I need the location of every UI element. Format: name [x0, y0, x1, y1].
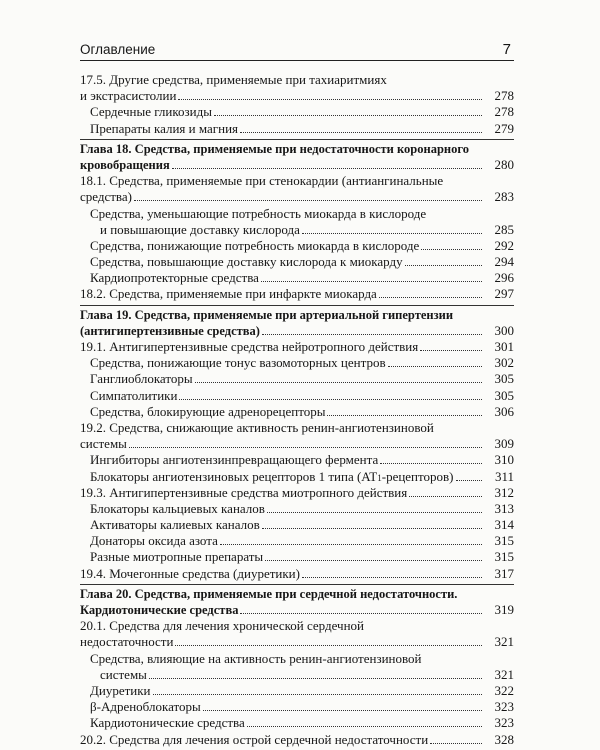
toc-page-number: 323 [494, 715, 514, 731]
toc-entry-text: Разные миотропные препараты [90, 549, 264, 565]
dot-leader [179, 391, 482, 400]
toc-line [80, 452, 514, 468]
toc-entry[interactable] [80, 618, 514, 650]
toc-line: Блокаторы ангиотензиновых рецепторов 1 типа (AT 1 -рецепторов) 311 [90, 468, 514, 484]
toc-line [80, 667, 514, 683]
toc-line [80, 371, 514, 387]
toc-entry-text: (антигипертензивные средства) [80, 323, 260, 338]
toc-line [80, 72, 514, 88]
toc-entry-text: Глава 20. Средства, применяемые при сердечной недостаточности. [80, 586, 458, 601]
dot-leader [302, 569, 482, 578]
toc-entry[interactable] [80, 533, 514, 549]
toc-entry-text: Активаторы калиевых каналов [90, 517, 260, 533]
toc-page-number: 328 [494, 731, 514, 747]
toc-entry-text: Кардиопротекторные средства [90, 270, 259, 286]
toc-line [80, 683, 514, 699]
toc-page-number: 285 [494, 221, 514, 237]
toc-page-number: 297 [494, 286, 514, 302]
dot-leader [379, 290, 482, 299]
toc-entry[interactable] [80, 715, 514, 731]
toc-page-number: 310 [494, 452, 514, 468]
toc-page-number: 283 [494, 189, 514, 205]
toc-line [80, 404, 514, 420]
toc-page-number: 280 [494, 156, 514, 172]
toc-line [80, 732, 514, 748]
dot-leader [203, 702, 482, 711]
dot-leader [129, 439, 482, 448]
toc-line [80, 206, 514, 222]
toc-page-number: 321 [494, 634, 514, 650]
dot-leader [409, 488, 482, 497]
toc-line [80, 307, 514, 323]
toc-line [80, 270, 514, 286]
toc-entry-text: Диуретики [90, 682, 151, 698]
dot-leader [172, 160, 482, 169]
toc-entry[interactable] [80, 549, 514, 565]
toc-page-number: 322 [494, 682, 514, 698]
toc-page-number: 279 [494, 120, 514, 136]
toc-line [80, 436, 514, 452]
toc-entry[interactable] [80, 699, 514, 715]
toc-entry-text: Сердечные гликозиды [90, 104, 212, 120]
dot-leader [149, 670, 482, 679]
toc-line [80, 104, 514, 120]
toc-entry-text: Блокаторы кальциевых каналов [90, 500, 265, 516]
toc-page-number: 294 [494, 254, 514, 270]
page-number: 7 [502, 41, 511, 58]
toc-line [80, 339, 514, 355]
toc-entry[interactable] [80, 469, 514, 485]
toc-entry[interactable] [80, 339, 514, 355]
toc-entry-text: кровобращения [80, 157, 170, 172]
toc-page-number: 309 [494, 436, 514, 452]
toc-page-number: 323 [494, 699, 514, 715]
toc-line [80, 355, 514, 371]
toc-entry-text: 18.1. Средства, применяемые при стенокардии (антиангинальные [80, 173, 444, 189]
toc-entry-text: Средства, уменьшающие потребность миокарда в кислороде [90, 205, 427, 221]
dot-leader [380, 456, 482, 465]
toc-line [80, 586, 514, 602]
toc-page-number: 317 [494, 565, 514, 581]
dot-leader [430, 735, 482, 744]
toc-line [80, 238, 514, 254]
dot-leader [240, 606, 482, 615]
toc-line [80, 141, 514, 157]
toc-entry-text: 19.2. Средства, снижающие активность ренин-ангиотензиновой [80, 419, 434, 435]
toc-line [80, 517, 514, 533]
toc-line [80, 501, 514, 517]
toc-entry[interactable] [80, 485, 514, 501]
dot-leader [456, 472, 483, 481]
dot-leader [240, 124, 482, 133]
dot-leader [178, 91, 482, 100]
toc-entry[interactable] [80, 104, 514, 120]
dot-leader [261, 273, 482, 282]
toc-page-number: 296 [494, 270, 514, 286]
dot-leader [214, 108, 482, 117]
toc-entry-text: 18.2. Средства, применяемые при инфаркте миокарда [80, 286, 377, 302]
toc-page-number: 306 [494, 403, 514, 419]
dot-leader [302, 225, 482, 234]
toc-entry-text: β-Адреноблокаторы [90, 699, 201, 715]
toc-line [80, 618, 514, 634]
toc-page-number: 313 [494, 500, 514, 516]
toc-entry[interactable] [80, 355, 514, 371]
dot-leader [421, 241, 482, 250]
toc-line [80, 88, 514, 104]
toc-line [80, 634, 514, 650]
toc-entry[interactable] [80, 651, 514, 683]
toc-entry-text: 20.2. Средства для лечения острой сердечной недостаточности [80, 731, 429, 747]
toc-line [80, 222, 514, 238]
toc-page-number: 319 [494, 602, 514, 617]
chapter-divider [80, 584, 514, 585]
toc-entry[interactable] [80, 206, 514, 238]
dot-leader [327, 407, 482, 416]
table-of-contents [80, 72, 514, 748]
dot-leader [195, 375, 482, 384]
toc-line [80, 173, 514, 189]
toc-entry-text: Симпатолитики [90, 387, 178, 403]
toc-line [80, 286, 514, 302]
dot-leader [220, 536, 482, 545]
toc-line [80, 189, 514, 205]
toc-page-number: 312 [494, 484, 514, 500]
dot-leader [175, 638, 482, 647]
toc-entry[interactable] [80, 254, 514, 270]
toc-page-number: 305 [494, 387, 514, 403]
toc-entry-text: Средства, блокирующие адренорецепторы [90, 403, 326, 419]
toc-page-number: 315 [494, 533, 514, 549]
toc-entry[interactable] [80, 683, 514, 699]
toc-entry-text: и повышающие доставку кислорода [100, 221, 300, 237]
toc-line [80, 533, 514, 549]
toc-entry[interactable] [80, 517, 514, 533]
dot-leader [405, 257, 482, 266]
toc-entry-text: 19.3. Антигипертензивные средства миотропного действия [80, 484, 408, 500]
toc-entry-text: Кардиотонические средства [90, 715, 245, 731]
toc-line [80, 566, 514, 582]
toc-entry[interactable] [80, 566, 514, 582]
toc-entry-text-tail: -рецепторов) [381, 468, 454, 484]
toc-page-number: 311 [494, 468, 514, 484]
dot-leader [265, 553, 482, 562]
toc-entry-text: Препараты калия и магния [90, 120, 239, 136]
toc-line [80, 651, 514, 667]
toc-line [80, 157, 514, 173]
toc-entry-text: Кардиотонические средства [80, 603, 239, 617]
dot-leader [153, 686, 482, 695]
toc-line [80, 420, 514, 436]
toc-entry-text: Глава 18. Средства, применяемые при недостаточности коронарного [80, 141, 469, 156]
toc-entry-text: системы [100, 666, 147, 682]
dot-leader [388, 358, 482, 367]
toc-entry-text: Ингибиторы ангиотензинпревращающего фермента [90, 452, 379, 468]
toc-entry-text: недостаточности [80, 634, 174, 650]
toc-entry[interactable] [80, 501, 514, 517]
toc-entry[interactable] [80, 286, 514, 302]
toc-entry-text: 20.1. Средства для лечения хронической сердечной [80, 618, 365, 634]
toc-entry[interactable] [80, 371, 514, 387]
toc-entry[interactable] [80, 404, 514, 420]
toc-page-number: 315 [494, 549, 514, 565]
dot-leader [267, 504, 482, 513]
page-header [80, 36, 514, 61]
toc-line [80, 254, 514, 270]
toc-entry-text: 17.5. Другие средства, применяемые при тахиаритмиях [80, 72, 387, 87]
toc-line [80, 388, 514, 404]
dot-leader [134, 193, 482, 202]
toc-page-number: 300 [494, 322, 514, 338]
toc-entry-text: Ганглиоблокаторы [90, 371, 193, 387]
toc-page-number: 292 [494, 237, 514, 253]
toc-entry-text: средства) [80, 189, 132, 205]
toc-page-number: 314 [494, 517, 514, 533]
toc-entry-text: 19.1. Антигипертензивные средства нейротропного действия [80, 339, 419, 354]
toc-entry[interactable] [80, 452, 514, 468]
toc-line [80, 549, 514, 565]
toc-entry[interactable] [80, 238, 514, 254]
running-title: Оглавление [80, 42, 156, 57]
toc-entry-text: Средства, понижающие потребность миокарда в кислороде [90, 237, 420, 253]
toc-entry-text: Блокаторы ангиотензиновых рецепторов 1 типа (AT [90, 468, 378, 484]
toc-page-number: 305 [494, 371, 514, 387]
chapter-divider [80, 139, 514, 140]
toc-line [80, 485, 514, 501]
toc-page-number: 278 [494, 88, 514, 104]
toc-entry[interactable] [80, 121, 514, 137]
toc-entry[interactable] [80, 732, 514, 748]
toc-entry-text: Средства, повышающие доставку кислорода к миокарду [90, 254, 403, 270]
toc-page-number: 302 [494, 355, 514, 371]
chapter-divider [80, 305, 514, 306]
toc-page-number: 301 [494, 339, 514, 354]
toc-line [80, 602, 514, 618]
toc-entry[interactable] [80, 388, 514, 404]
toc-entry-text: Средства, влияющие на активность ренин-ангиотензиновой [90, 650, 422, 666]
toc-entry-text: Средства, понижающие тонус вазомоторных центров [90, 355, 386, 371]
toc-line [80, 323, 514, 339]
toc-entry[interactable] [80, 420, 514, 452]
toc-entry[interactable] [80, 270, 514, 286]
toc-entry-text: 19.4. Мочегонные средства (диуретики) [80, 565, 300, 581]
dot-leader [420, 342, 482, 351]
toc-chapter-entry[interactable] [80, 307, 514, 339]
toc-chapter-entry[interactable] [80, 586, 514, 618]
toc-line [80, 715, 514, 731]
toc-line [80, 121, 514, 137]
toc-entry[interactable] [80, 173, 514, 205]
toc-page-number: 278 [494, 104, 514, 120]
toc-entry[interactable] [80, 72, 514, 104]
toc-chapter-entry[interactable] [80, 141, 514, 173]
toc-entry-text: Донаторы оксида азота [90, 533, 218, 549]
toc-page-number: 321 [494, 666, 514, 682]
dot-leader [262, 520, 482, 529]
toc-line [80, 699, 514, 715]
dot-leader [262, 326, 482, 335]
toc-entry-text: и экстрасистолии [80, 88, 177, 104]
toc-entry-text: системы [80, 436, 127, 452]
dot-leader [247, 719, 482, 728]
toc-entry-text: Глава 19. Средства, применяемые при артериальной гипертензии [80, 307, 454, 322]
